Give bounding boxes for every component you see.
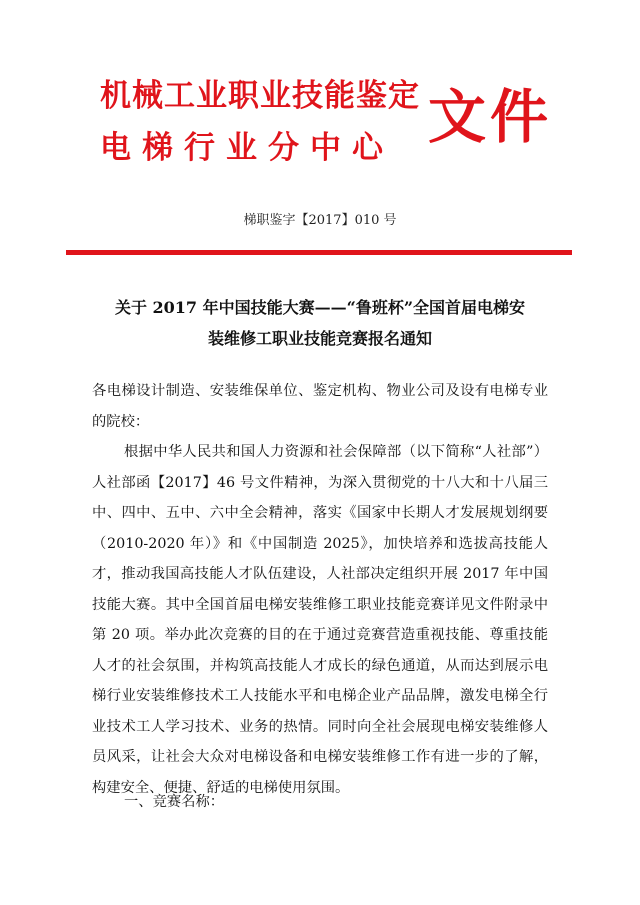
salutation: 各电梯设计制造、安装维保单位、鉴定机构、物业公司及设有电梯专业的院校： (92, 383, 548, 430)
body-paragraph: 根据中华人民共和国人力资源和社会保障部（以下简称“人社部”）人社部函【2017】46 号文件精神，为深入贯彻党的十八大和十八届三中、四中、五中、六中全会精神，落实《国家中长期人才发展规划纲要（2010-2020 年）》和《中国制造 2025》，加快培养和选拔高技能人才，推动我国高技能人才队伍建设，人社部决定组织开展 2017 年中国技能大赛。其中全国首届电梯安装维修工职业技能竞赛详见文件附录中第 20 项。举办此次竞赛的目的在于通过竞赛营造重视技能、尊重技能人才的社会氛围，并构筑高技能人才成长的绿色通道，从而达到展示电梯行业安装维修技术工人技能水平和电梯企业产品品牌，激发电梯全行业技术工人学习技术、业务的热情。同时向全社会展现电梯安装维修人员风采，让社会大众对电梯设备和电梯安装维修工作有进一步的了解，构建安全、便捷、舒适的电梯使用氛围。 (92, 444, 548, 796)
document-number: 梯职鉴字【2017】010 号 (243, 213, 397, 228)
notice-title (92, 292, 548, 354)
red-header-rule (66, 250, 572, 255)
issuing-organization-line-1: 机械工业职业技能鉴定 (100, 78, 420, 114)
notice-title-line-1: 关于 2017 年中国技能大赛——“鲁班杯”全国首届电梯安 (114, 298, 526, 317)
document-type-word: 文件 (428, 83, 553, 151)
section-heading: 一、竞赛名称： (124, 794, 225, 810)
notice-title-line-2: 装维修工职业技能竞赛报名通知 (207, 329, 432, 348)
issuing-organization-line-2: 电梯行业分中心 (100, 130, 394, 166)
